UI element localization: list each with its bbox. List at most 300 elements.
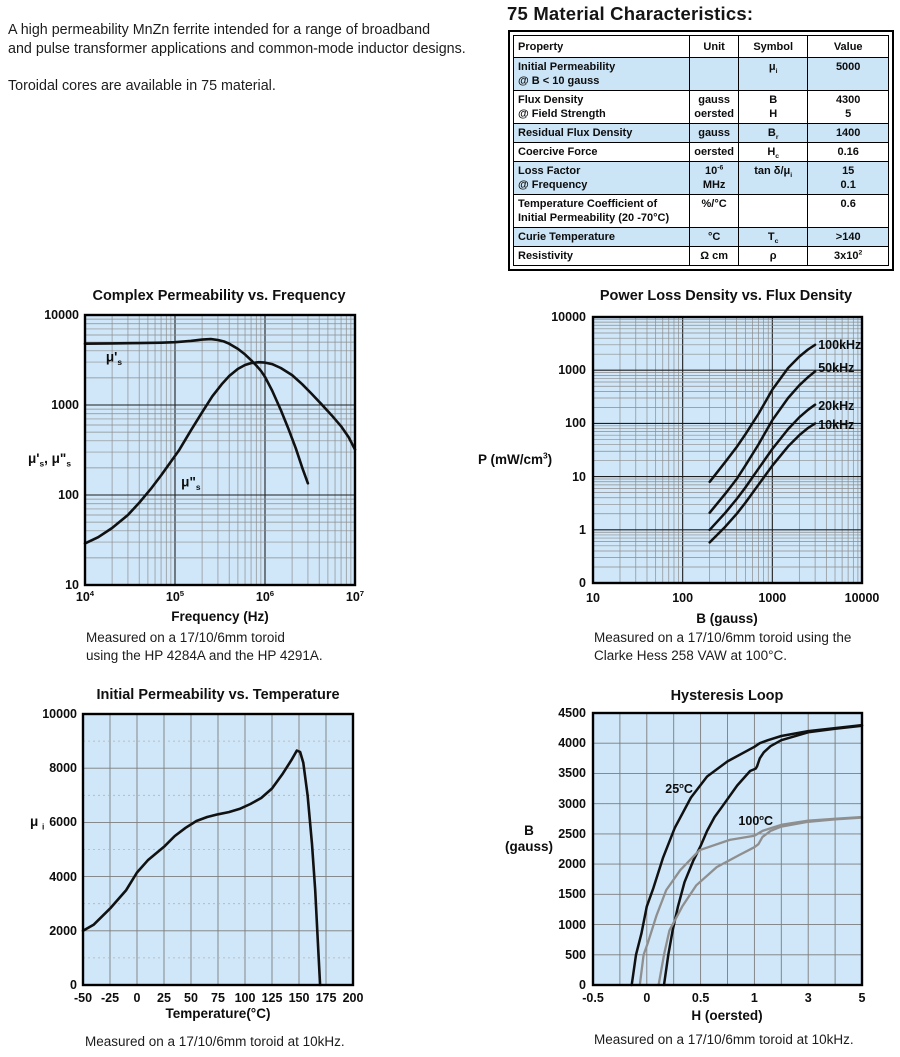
cell-line <box>812 60 884 74</box>
text-part: 1400 <box>835 127 861 139</box>
text-part: 175 <box>315 991 337 1005</box>
cell-line <box>812 230 884 244</box>
x-tick-label <box>643 991 650 1005</box>
plot-group <box>593 713 862 985</box>
text-part: P (mW/cm <box>478 452 544 467</box>
cell-line <box>694 164 734 178</box>
caption-line: Measured on a 17/10/6mm toroid at 10kHz. <box>594 1032 854 1047</box>
text-part: 20kHz <box>818 398 855 413</box>
power-loss-density-x-axis-label: B (gauss) <box>696 611 758 626</box>
axis-label-line: B <box>524 823 534 838</box>
text-part: 3x10 <box>834 250 859 262</box>
table-cell-property <box>514 228 690 247</box>
text-part: i <box>42 821 45 832</box>
cell-line <box>694 230 734 244</box>
text-part: %/°C <box>701 198 727 210</box>
x-tick-label <box>582 991 604 1005</box>
plot-group <box>83 714 353 985</box>
complex-permeability-plot <box>83 313 357 587</box>
x-tick-label <box>586 591 600 605</box>
text-part: 5 <box>858 991 866 1005</box>
text-part: C <box>764 813 774 828</box>
y-tick-label <box>579 523 586 537</box>
table-row <box>514 91 889 124</box>
text-part: -6 <box>717 164 724 172</box>
cell-line <box>743 93 803 107</box>
table-header-row <box>514 36 889 58</box>
x-tick-label <box>343 991 364 1005</box>
plot-group <box>593 317 862 583</box>
text-part: C <box>683 781 693 796</box>
text-part: s <box>39 458 45 469</box>
table-cell-unit <box>690 143 739 162</box>
y-tick-label <box>558 887 586 901</box>
table-cell-value <box>808 228 889 247</box>
cell-line <box>812 164 884 178</box>
text-part: 125 <box>261 991 283 1005</box>
power-loss-density-plot <box>591 315 864 585</box>
description-paragraph: Toroidal cores are available in 75 material. <box>8 78 276 94</box>
text-part: °C <box>707 231 721 243</box>
plot-background <box>593 317 862 583</box>
text-part: -50 <box>73 991 93 1005</box>
text-part: 1500 <box>558 887 586 902</box>
plot-background <box>85 315 355 585</box>
cell-line <box>518 145 685 159</box>
text-part: H <box>767 146 776 158</box>
text-part: 10 <box>572 469 586 484</box>
hysteresis-loop-x-axis-label: H (oersted) <box>691 1008 763 1023</box>
initial-permeability-temperature-title: Initial Permeability vs. Temperature <box>96 687 340 703</box>
text-part: Loss Factor <box>518 165 581 177</box>
text-part: 3000 <box>558 796 586 811</box>
complex-permeability-caption <box>86 629 323 665</box>
text-part: 0 <box>643 991 651 1005</box>
text-part: 25 <box>665 781 680 796</box>
cell-line <box>518 178 685 192</box>
y-tick-label <box>572 470 586 484</box>
table-cell-property <box>514 247 690 266</box>
text-part: T <box>767 231 775 243</box>
x-tick-label <box>256 590 274 604</box>
text-part: 200 <box>342 991 364 1005</box>
text-part: o <box>759 812 765 822</box>
x-tick-label <box>211 991 225 1005</box>
table-row <box>514 247 889 266</box>
text-part: -25 <box>100 991 120 1005</box>
y-tick-label <box>565 948 586 962</box>
complex-permeability-title: Complex Permeability vs. Frequency <box>92 288 346 304</box>
table-cell-unit <box>690 228 739 247</box>
y-tick-label <box>65 578 79 592</box>
label-10khz <box>818 418 854 432</box>
text-part: i <box>775 68 778 76</box>
table-cell-property <box>514 162 690 195</box>
text-part: @ Field Strength <box>518 108 606 120</box>
y-tick-label <box>51 398 79 412</box>
text-part: 15 <box>842 165 855 177</box>
cell-line <box>743 230 803 244</box>
y-tick-label <box>558 766 586 780</box>
complex-permeability-y-axis-label <box>28 451 71 469</box>
text-part: 0.5 <box>691 991 710 1005</box>
power-loss-density-caption <box>594 629 851 665</box>
x-tick-label <box>289 991 310 1005</box>
y-tick-label <box>42 707 77 721</box>
table-cell-unit <box>690 124 739 143</box>
description-line: and pulse transformer applications and common-mode inductor designs. <box>8 41 466 57</box>
text-part: , μ" <box>44 451 67 466</box>
y-tick-label <box>558 797 586 811</box>
text-part: ) <box>547 452 553 467</box>
table-cell-property <box>514 124 690 143</box>
y-tick-label <box>558 736 586 750</box>
text-part: tan δ/μ <box>754 165 791 177</box>
text-part: 0.6 <box>840 198 856 210</box>
text-part: 4300 <box>835 94 861 106</box>
x-tick-label <box>184 991 198 1005</box>
text-part: i <box>790 172 793 180</box>
cell-line <box>812 197 884 211</box>
x-tick-label <box>157 991 171 1005</box>
y-tick-label <box>558 918 586 932</box>
x-tick-label <box>74 991 92 1005</box>
text-part: Resistivity <box>518 250 574 262</box>
material-description <box>8 21 466 96</box>
table-cell-symbol <box>739 58 808 91</box>
cell-line <box>694 145 734 159</box>
text-part: -0.5 <box>582 991 604 1005</box>
label-20khz <box>818 399 854 413</box>
column-header-property: Property <box>514 36 690 58</box>
cell-line <box>518 74 685 88</box>
description-line: A high permeability MnZn ferrite intended for a range of broadband <box>8 22 431 38</box>
text-part: 3500 <box>558 766 586 781</box>
text-part: μ <box>768 61 776 73</box>
text-part: c <box>775 153 780 161</box>
y-tick-label <box>558 706 586 720</box>
column-header-value: Value <box>808 36 889 58</box>
x-tick-label <box>672 591 693 605</box>
x-tick-label <box>758 591 786 605</box>
text-part: 10kHz <box>818 418 855 433</box>
cell-line <box>518 164 685 178</box>
mu-double-prime-label <box>181 474 201 493</box>
text-part: 1000 <box>558 917 586 932</box>
table-cell-property <box>514 143 690 162</box>
label-50khz <box>818 361 854 375</box>
text-part: 6000 <box>49 815 77 830</box>
text-part: 0 <box>579 978 586 992</box>
text-part: 5 <box>179 588 185 598</box>
table-cell-symbol <box>739 91 808 124</box>
cell-line <box>518 249 685 263</box>
table-cell-value <box>808 91 889 124</box>
text-part: 10 <box>255 590 270 604</box>
text-part: oersted <box>694 146 734 158</box>
hysteresis-loop-caption <box>594 1031 854 1049</box>
text-part: 10 <box>165 590 180 604</box>
text-part: 4000 <box>49 869 77 884</box>
text-part: 7 <box>359 588 365 598</box>
text-part: 10 <box>75 590 90 604</box>
cell-line <box>743 126 803 140</box>
cell-line <box>743 164 803 178</box>
cell-line <box>518 197 685 211</box>
text-part: 500 <box>565 947 586 962</box>
x-tick-label <box>316 991 337 1005</box>
text-part: 10000 <box>844 591 880 605</box>
text-part: @ Frequency <box>518 179 588 191</box>
cell-line <box>812 93 884 107</box>
text-part: 10000 <box>42 707 77 721</box>
text-part: s <box>195 482 201 493</box>
text-part: oersted <box>694 108 734 120</box>
text-part: 100 <box>738 813 760 828</box>
y-tick-label <box>558 827 586 841</box>
text-part: c <box>774 238 779 246</box>
table-title: 75 Material Characteristics: <box>507 3 754 24</box>
text-part: 50kHz <box>818 361 855 376</box>
text-part: 8000 <box>49 761 77 776</box>
hysteresis-loop-plot <box>591 711 864 987</box>
text-part: μ' <box>105 349 118 365</box>
text-part: 2000 <box>558 857 586 872</box>
text-part: 100kHz <box>818 338 862 353</box>
text-part: 50 <box>184 991 198 1005</box>
text-part: 10000 <box>44 308 79 322</box>
y-tick-label <box>49 924 77 938</box>
initial-permeability-temperature-caption <box>85 1033 345 1051</box>
characteristics-table <box>508 30 894 271</box>
x-tick-label <box>805 991 812 1005</box>
text-part: 150 <box>288 991 310 1005</box>
initial-permeability-temperature-plot <box>81 712 355 987</box>
description-paragraph <box>8 21 466 59</box>
text-part: μ <box>30 814 43 829</box>
text-part: r <box>775 134 779 142</box>
power-loss-density-y-axis-label <box>478 452 552 467</box>
text-part: 10 <box>65 578 79 592</box>
text-part: 2500 <box>558 826 586 841</box>
y-tick-label <box>49 870 77 884</box>
text-part: 4500 <box>558 706 586 720</box>
text-part: 5 <box>845 108 852 120</box>
text-part: 6 <box>269 588 275 598</box>
complex-permeability-x-axis-label: Frequency (Hz) <box>171 609 269 624</box>
text-part: 10 <box>586 591 600 605</box>
column-header-unit: Unit <box>690 36 739 58</box>
table-cell-value <box>808 143 889 162</box>
table-cell-unit <box>690 91 739 124</box>
text-part: 10 <box>345 590 360 604</box>
table-cell-symbol <box>739 247 808 266</box>
text-part: Ω cm <box>700 250 729 262</box>
cell-line <box>812 107 884 121</box>
cell-line <box>518 211 685 225</box>
text-part: H <box>769 108 778 120</box>
text-part: 100 <box>234 991 256 1005</box>
cell-line <box>518 126 685 140</box>
cell-line <box>812 178 884 192</box>
table-row <box>514 143 889 162</box>
table-row <box>514 124 889 143</box>
text-part: 100 <box>672 591 694 605</box>
y-tick-label <box>551 310 586 324</box>
text-part: Temperature Coefficient of <box>518 198 658 210</box>
y-tick-label <box>558 363 586 377</box>
table-cell-property <box>514 58 690 91</box>
cell-line <box>812 249 884 263</box>
x-tick-label <box>76 590 94 604</box>
x-tick-label <box>134 991 141 1005</box>
label-100khz <box>818 338 861 352</box>
cell-line <box>694 107 734 121</box>
cell-line <box>743 60 803 74</box>
text-part: 1 <box>750 991 758 1005</box>
text-part: B <box>767 127 776 139</box>
x-tick-label <box>692 991 709 1005</box>
table-cell-property <box>514 91 690 124</box>
text-part: 1000 <box>51 398 79 412</box>
text-part: MHz <box>702 179 726 191</box>
table-row <box>514 58 889 91</box>
table-cell-value <box>808 124 889 143</box>
text-part: Residual Flux Density <box>518 127 633 139</box>
plot-group <box>85 315 355 585</box>
cell-line <box>694 178 734 192</box>
cell-line <box>694 197 734 211</box>
text-part: 100 <box>58 488 79 502</box>
cell-line <box>743 249 803 263</box>
table-cell-unit <box>690 195 739 228</box>
text-part: 100 <box>565 416 586 431</box>
x-tick-label <box>262 991 283 1005</box>
text-part: Coercive Force <box>518 146 598 158</box>
column-header-symbol: Symbol <box>739 36 808 58</box>
text-part: Flux Density <box>518 94 584 106</box>
cell-line <box>694 126 734 140</box>
text-part: @ B < 10 gauss <box>518 75 600 87</box>
text-part: 4 <box>89 588 95 598</box>
initial-permeability-temperature-x-axis-label: Temperature(°C) <box>165 1006 271 1021</box>
y-tick-label <box>70 978 77 992</box>
y-tick-label <box>49 761 77 775</box>
cell-line <box>694 93 734 107</box>
text-part: 0 <box>133 991 141 1005</box>
x-tick-label <box>859 991 866 1005</box>
text-part: gauss <box>698 127 731 139</box>
cell-line <box>812 145 884 159</box>
table-cell-value <box>808 58 889 91</box>
cell-line <box>694 249 734 263</box>
mu-prime-label <box>105 349 123 368</box>
hysteresis-loop-y-axis-label <box>505 823 553 855</box>
table-row <box>514 162 889 195</box>
text-part: s <box>66 458 71 469</box>
label-25c <box>665 782 693 796</box>
caption-line: Measured on a 17/10/6mm toroid at 10kHz. <box>85 1034 345 1049</box>
text-part: 2 <box>858 249 863 257</box>
text-part: Initial Permeability (20 -70°C) <box>518 212 670 224</box>
cell-line <box>812 126 884 140</box>
table-row <box>514 195 889 228</box>
table-cell-value <box>808 162 889 195</box>
table-cell-unit <box>690 247 739 266</box>
caption-line: Measured on a 17/10/6mm toroid <box>86 630 285 645</box>
text-part: B <box>769 94 778 106</box>
y-tick-label <box>49 815 77 829</box>
text-part: o <box>679 780 684 790</box>
text-part: μ" <box>181 474 196 490</box>
text-part: 3 <box>804 991 812 1005</box>
table-cell-value <box>808 195 889 228</box>
y-tick-label <box>565 416 586 430</box>
cell-line <box>518 93 685 107</box>
cell-line <box>743 145 803 159</box>
text-part: μ' <box>28 451 40 466</box>
text-part: ρ <box>769 250 777 262</box>
text-part: 0.1 <box>840 179 856 191</box>
y-tick-label <box>58 488 79 502</box>
x-tick-label <box>346 590 364 604</box>
table-cell-value <box>808 247 889 266</box>
cell-line <box>518 230 685 244</box>
x-tick-label <box>235 991 256 1005</box>
text-part: 1000 <box>758 591 787 605</box>
text-part: >140 <box>835 231 861 243</box>
y-tick-label <box>579 576 586 590</box>
y-tick-label <box>44 308 79 322</box>
x-tick-label <box>751 991 758 1005</box>
table-cell-symbol <box>739 124 808 143</box>
power-loss-density-title: Power Loss Density vs. Flux Density <box>599 288 853 304</box>
cell-line <box>518 107 685 121</box>
x-tick-label <box>166 590 184 604</box>
text-part: 1000 <box>558 363 586 378</box>
table-row <box>514 228 889 247</box>
text-part: 10 <box>704 165 718 177</box>
caption-line: Clarke Hess 258 VAW at 100°C. <box>594 648 787 663</box>
axis-label-line: (gauss) <box>504 839 554 854</box>
cell-line <box>518 60 685 74</box>
table-cell-symbol <box>739 228 808 247</box>
y-tick-label <box>579 978 586 992</box>
table-cell-unit <box>690 162 739 195</box>
table-cell-symbol <box>739 195 808 228</box>
text-part: 4000 <box>558 736 586 751</box>
table-cell-symbol <box>739 162 808 195</box>
text-part: 0 <box>579 576 586 590</box>
initial-permeability-temperature-y-axis-label <box>30 814 45 832</box>
text-part: 0.16 <box>837 146 859 158</box>
x-tick-label <box>101 991 119 1005</box>
text-part: 75 <box>211 991 225 1005</box>
text-part: 3 <box>543 450 548 461</box>
y-tick-label <box>558 857 586 871</box>
text-part: s <box>117 357 123 368</box>
hysteresis-loop-title: Hysteresis Loop <box>670 688 784 704</box>
text-part: 2000 <box>49 923 77 938</box>
text-part: Curie Temperature <box>518 231 615 243</box>
text-part: 5000 <box>835 61 861 73</box>
text-part: 25 <box>157 991 171 1005</box>
table-cell-property <box>514 195 690 228</box>
caption-line: using the HP 4284A and the HP 4291A. <box>86 648 323 663</box>
caption-line: Measured on a 17/10/6mm toroid using the <box>594 630 852 645</box>
text-part: 1 <box>579 522 586 537</box>
text-part: gauss <box>698 94 731 106</box>
